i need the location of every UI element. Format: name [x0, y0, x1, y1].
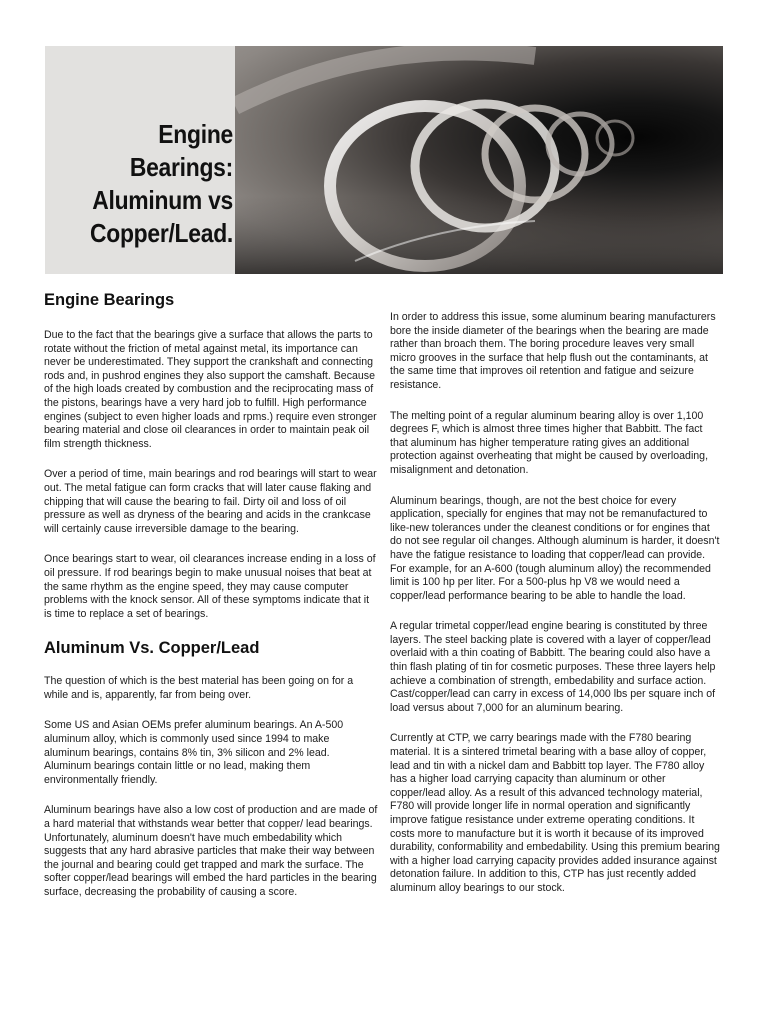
paragraph: The melting point of a regular aluminum bearing alloy is over 1,100 degrees F, which is almost three times higher that Babbitt. The fact that aluminum has higher temperature rating gives an additional protection against overheating that might be caused by overloading, misalignment and detonation.	[390, 409, 709, 476]
paragraph: Currently at CTP, we carry bearings made with the F780 bearing material. It is a sintered trimetal bearing with a base alloy of copper, lead and tin with a nickel dam and Babbitt top layer. The F780 alloy has a higher load carrying capacity than aluminum or other copper/lead alloy. As a result of this advanced technology material, F780 will provide longer life in normal operation and significantly improve fatigue resistance under extreme operating conditions. It costs more to manufacture but it is worth it because of its improved durability, conformability and embedability. Using this premium bearing with a higher load carrying capacity provides added insurance against detonation failure. In addition to this, CTP has just recently added aluminum alloy bearings to our stock.	[390, 732, 720, 894]
paragraph: Aluminum bearings, though, are not the best choice for every application, specially for engines that may not be remanufactured to like-new tolerances under the cleanest conditions or for engines that do not see regular oil changes. Although aluminum is harder, it doesn't have the fatigue resistance to loading that copper/lead can provide. For example, for an A-600 (tough aluminum alloy) the recommended limit is 100 hp per liter. For a 500-plus hp V8 we would need a copper/lead performance bearing to be able to handle the load.	[390, 494, 720, 602]
right-column	[390, 311, 720, 913]
paragraph: Once bearings start to wear, oil clearances increase ending in a loss of oil pressure. If rod bearings begin to make unusual noises that beat at the same rhythm as the engine speed, they may cause computer problems with the knock sensor. All of these symptoms indicate that it is time to replace a set of bearings.	[44, 553, 376, 620]
section-heading-engine-bearings: Engine Bearings	[44, 291, 175, 309]
page-title: Engine Bearings: Aluminum vs Copper/Lead.	[89, 119, 234, 248]
paragraph: A regular trimetal copper/lead engine bearing is constituted by three layers. The steel backing plate is covered with a layer of copper/lead overlaid with a thin coating of Babbitt. The bearing could also have a thin flash plating of tin for cosmetic purposes. These three layers help achieve a combination of strength, embedability and surface action. Cast/copper/lead can carry in excess of 14,000 lbs per square inch of load versus about 7,000 for an aluminum bearing.	[390, 620, 716, 714]
paragraph: In order to address this issue, some aluminum bearing manufacturers bore the inside diameter of the bearings when the bearing are made rather than broach them. The boring procedure leaves very small micro grooves in the surface that help flush out the contaminants, at the same time that improves oil retention and fatigue and seizure resistance.	[390, 311, 716, 391]
paragraph: Aluminum bearings have also a low cost of production and are made of a hard material that withstands wear better that copper/ lead bearings. Unfortunately, aluminum doesn't have much embedability which suggests that any hard abrasive particles that make their way between the journal and bearing could get trapped and mark the surface. The softer copper/lead bearings will embed the hard particles in the bearing surface, decreasing the probability of causing a score.	[44, 804, 378, 898]
left-column	[44, 290, 378, 917]
paragraph: Due to the fact that the bearings give a surface that allows the parts to rotate without the friction of metal against metal, its importance can never be underestimated. They support the crankshaft and connecting rods and, in pushrod engines they also support the camshaft. Because of the high loads created by combustion and the reciprocating mass of the pistons, bearings have a very hard job to fulfill. High performance engines (subject to even higher loads and rpms.) require even stronger bearing material and close oil clearances in order to maintain peak oil film strength thickness.	[44, 329, 377, 450]
paragraph: Over a period of time, main bearings and rod bearings will start to wear out. The metal fatigue can form cracks that will later cause flaking and chipping that will cause the bearing to fail. Dirty oil and loss of oil pressure as well as dryness of the bearing and acids in the crankcase will certainly cause irreversible damage to the bearing.	[44, 468, 377, 535]
paragraph: The question of which is the best material has been going on for a while and is, apparently, far from being over.	[44, 675, 354, 701]
section-heading-aluminum-vs-copper-lead: Aluminum Vs. Copper/Lead	[44, 639, 260, 658]
bearings-photo	[235, 46, 723, 274]
bearing-rings-illustration	[235, 46, 723, 274]
paragraph: Some US and Asian OEMs prefer aluminum bearings. An A-500 aluminum alloy, which is commonly used since 1994 to make aluminum bearings, contains 8% tin, 3% silicon and 2% lead. Aluminum bearings contain little or no lead, making them environmentally friendly.	[44, 719, 344, 786]
hero-banner	[45, 46, 723, 274]
